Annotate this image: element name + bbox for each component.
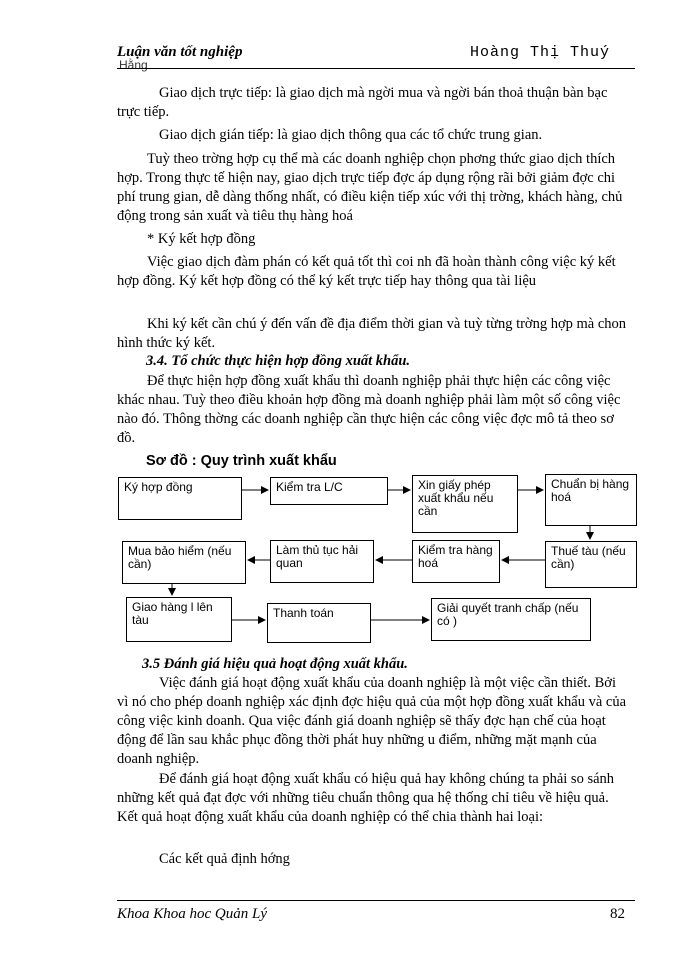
- paragraph-evaluation: Việc đánh giá hoạt động xuất khẩu của doanh nghiệp là một việc cần thiết. Bởi vì nó cho phép doanh nghiệp xác định đợc hiệu quả của một hợp đồng xuất khẩu và của công việc kinh doanh. Qua việc đánh giá doanh nghiệp sẽ thấy đợc hạn chế của hoạt động để lần sau khắc phục đồng thời phát huy những u điểm, những mặt mạnh của doanh nghiệp.: [117, 675, 627, 767]
- header-author: Hoàng Thị Thuý: [470, 44, 611, 61]
- paragraph-evaluation-criteria: Để đánh giá hoạt động xuất khẩu có hiệu quả hay không chúng ta phải so sánh những kết quả đạt đợc với những tiêu chuẩn thông qua hệ thống chỉ tiêu về hiệu quả. Kết quả hoạt động xuất khẩu của doanh nghiệp có thể chia thành hai loại:: [117, 771, 615, 825]
- paragraph-oriented-results: Các kết quả định hớng: [159, 851, 290, 867]
- paragraph-contract-signing: Việc giao dịch đàm phán có kết quả tốt thì coi nh đã hoàn thành công việc ký kết hợp đồng. Ký kết hợp đồng có thể ký kết trực tiếp hay thông qua tài liệu: [117, 254, 616, 289]
- flow-box-charter-ship: Thuế tàu (nếu cần): [545, 541, 637, 588]
- paragraph-contract-execution: Để thực hiện hợp đồng xuất khẩu thì doanh nghiệp phải thực hiện các công việc khác nhau. Tuỳ theo điều khoản hợp đồng mà doanh nghiệp phải làm một số công việc nào đó. Thông thờng các doanh nghiệp cần thực hiện các công việc đợc mô tả theo sơ đồ.: [117, 373, 621, 446]
- section-heading-3-5: 3.5 Đánh giá hiệu quả hoạt động xuất khẩu.: [142, 656, 408, 672]
- paragraph-signing-note: Khi ký kết cần chú ý đến vấn đề địa điểm thời gian và tuỳ từng trờng hợp mà chon hình thức ký kết.: [117, 316, 627, 351]
- footer-divider: [117, 900, 635, 901]
- paragraph-indirect-transaction: Giao dịch gián tiếp: là giao dịch thông qua các tổ chức trung gian.: [159, 127, 543, 143]
- paragraph-transaction-choice: Tuỳ theo trờng hợp cụ thể mà các doanh nghiệp chọn phơng thức giao dịch thích hợp. Trong thực tế hiện nay, giao dịch trực tiếp đợc áp dụng rộng rãi bởi giảm đợc chi phí trung gian, dễ dàng thống nhất, có điều kiện tiếp xúc với thị trờng, khách hàng, chủ động trong sản xuất và tiêu thụ hàng hoá: [117, 151, 623, 224]
- flow-box-dispute: Giải quyết tranh chấp (nếu có ): [431, 598, 591, 641]
- flow-box-check-lc: Kiểm tra L/C: [270, 477, 388, 505]
- flow-box-deliver-goods: Giao hàng l lên tàu: [126, 597, 232, 642]
- flow-box-sign-contract: Ký hợp đồng: [118, 477, 242, 520]
- footer-department: Khoa Khoa hoc Quản Lý: [117, 906, 267, 922]
- flow-box-insurance: Mua bảo hiểm (nếu cần): [122, 541, 246, 584]
- page-number: 82: [610, 906, 625, 922]
- flow-box-inspect-goods: Kiểm tra hàng hoá: [412, 540, 500, 583]
- header-subtitle: Hằng: [119, 58, 148, 72]
- flow-box-customs: Làm thủ tục hải quan: [270, 540, 374, 583]
- flow-box-prepare-goods: Chuẩn bị hàng hoá: [545, 474, 637, 526]
- section-heading-3-4: 3.4. Tổ chức thực hiện hợp đồng xuất khẩu.: [146, 353, 411, 369]
- diagram-title: Sơ đồ : Quy trình xuất khẩu: [146, 453, 337, 469]
- paragraph-direct-transaction: Giao dịch trực tiếp: là giao dịch mà ngời mua và ngời bán thoả thuận bàn bạc trực tiếp.: [117, 85, 608, 120]
- paragraph-contract-heading: * Ký kết hợp đồng: [147, 231, 256, 247]
- flow-box-export-license: Xin giấy phép xuất khẩu nếu cần: [412, 475, 518, 533]
- flow-box-payment: Thanh toán: [267, 603, 371, 643]
- header-title: Luận văn tốt nghiệp: [117, 44, 243, 60]
